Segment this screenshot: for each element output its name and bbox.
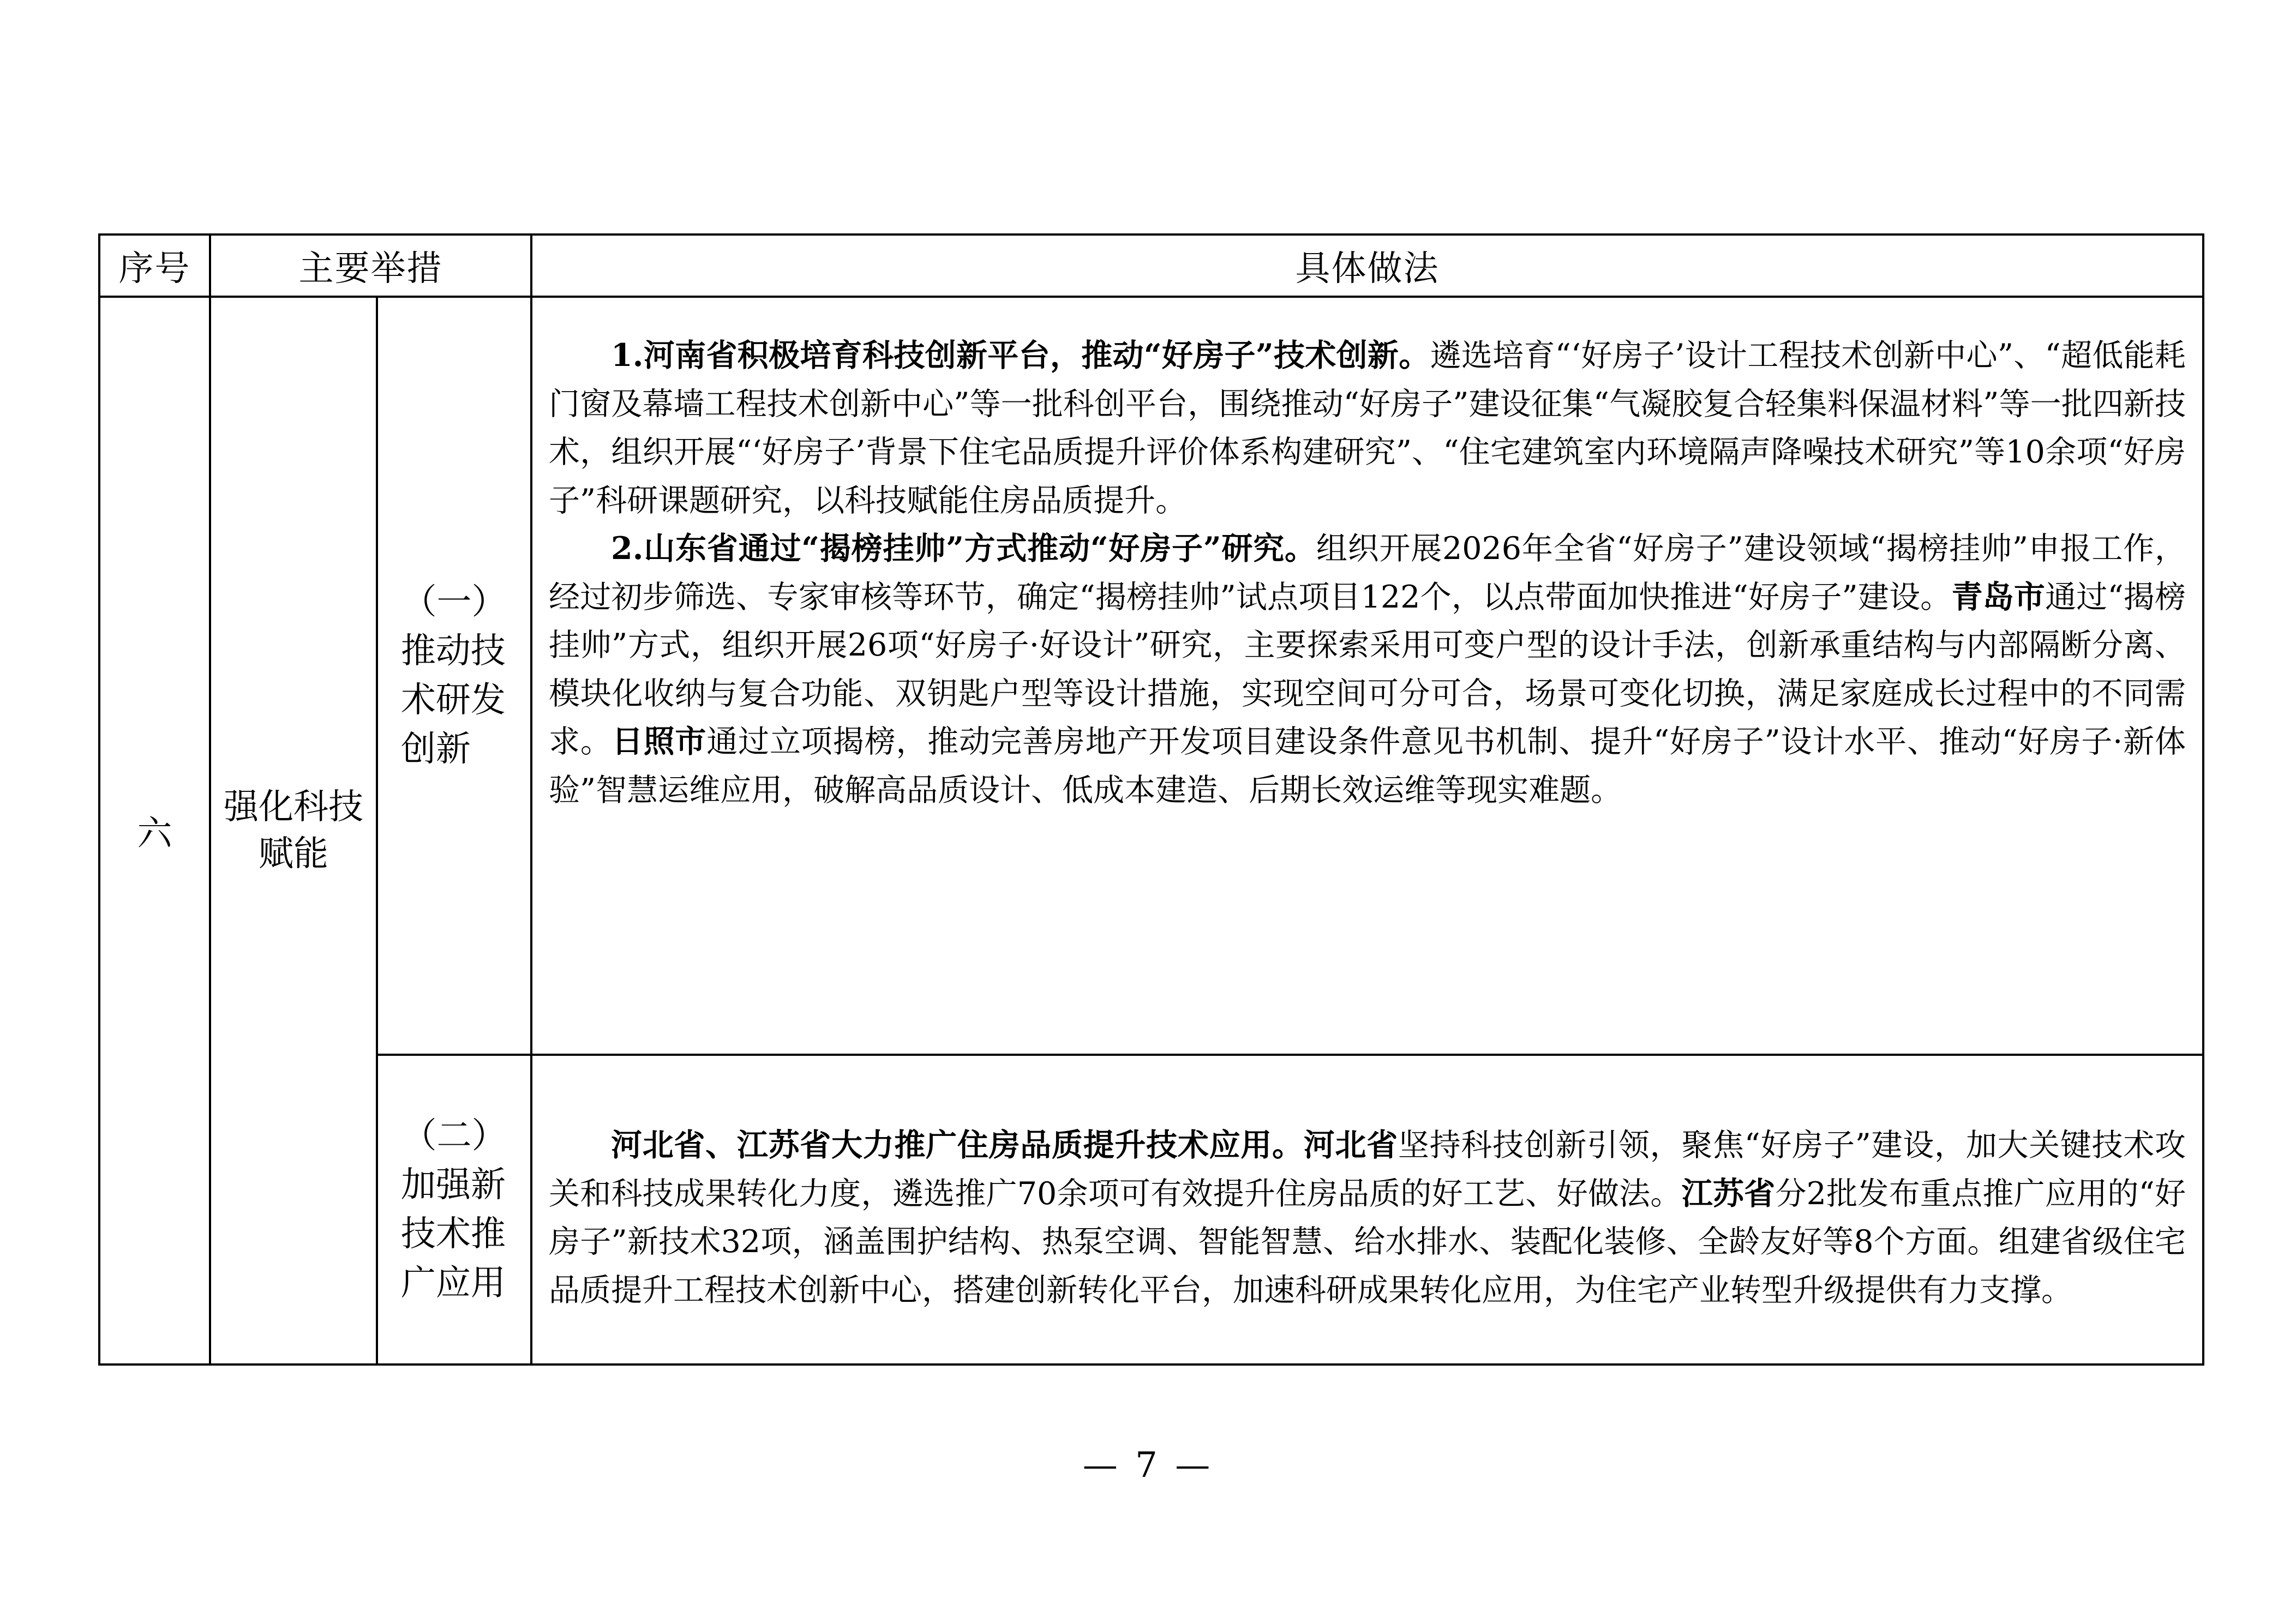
- subsection-label-2: [377, 1055, 531, 1364]
- header-practice: 具体做法: [531, 235, 2203, 297]
- city-rizhao: 日照市: [612, 723, 707, 760]
- paragraph-title: 河北省、江苏省大力推广住房品质提升技术应用。: [611, 1127, 1304, 1163]
- table-row: [99, 1055, 2203, 1364]
- header-measure: 主要举措: [210, 235, 531, 297]
- paragraph-body: 通过“揭榜挂帅”方式，组织开展26项“好房子·好设计”研究，主要探索采用可变户型的设计手法，创新承重结构与内部隔断分离、模块化收纳与复合功能、双钥匙户型等设计措施，实现空间可分可合，场景可变化切换，满足家庭成长过程中的不同需求。: [549, 579, 2186, 760]
- paragraph-body: 遴选培育“‘好房子’设计工程技术创新中心”、“超低能耗门窗及幕墙工程技术创新中心”等一批科创平台，围绕推动“好房子”建设征集“气凝胶复合轻集料保温材料”等一批四新技术，组织开展“‘好房子’背景下住宅品质提升评价体系构建研究”、“住宅建筑室内环境隔声降噪技术研究”等10余项“好房子”科研课题研究，以科技赋能住房品质提升。: [549, 338, 2186, 519]
- province-hebei: 河北省: [1303, 1127, 1398, 1163]
- paragraph-title: 2.山东省通过“揭榜挂帅”方式推动“好房子”研究。: [611, 530, 1316, 567]
- paragraph-body: 坚持科技创新引领，聚焦“好房子”建设，加大关键技术攻关和科技成果转化力度，遴选推广70余项可有效提升住房品质的好工艺、好做法。: [549, 1127, 2186, 1212]
- paragraph-shandong: [549, 525, 2186, 814]
- page-number: — 7 —: [1082, 1445, 1214, 1486]
- section-number: 六: [99, 297, 210, 1364]
- subsection-label-1: [377, 297, 531, 1055]
- paragraph-henan: [549, 332, 2186, 525]
- paragraph-title: 1.河南省积极培育科技创新平台，推动“好房子”技术创新。: [611, 337, 1430, 374]
- province-jiangsu: 江苏省: [1681, 1175, 1776, 1212]
- subsection-label-number: （二）: [401, 1116, 507, 1156]
- subsection-label-text: 推动技术研发创新: [400, 631, 506, 770]
- section-measure: [210, 297, 377, 1364]
- table-header-row: [99, 235, 2203, 297]
- section-measure-text: 强化科技赋能: [223, 787, 363, 874]
- city-qingdao: 青岛市: [1951, 578, 2046, 615]
- practice-cell-1: [531, 297, 2203, 1055]
- subsection-label-text: 加强新技术推广应用: [400, 1165, 506, 1303]
- practice-cell-2: [531, 1055, 2203, 1364]
- paragraph-body: 组织开展2026年全省“好房子”建设领域“揭榜挂帅”申报工作，经过初步筛选、专家审核等环节，确定“揭榜挂帅”试点项目122个，以点带面加快推进“好房子”建设。: [549, 531, 2186, 615]
- paragraph-body: 分2批发布重点推广应用的“好房子”新技术32项，涵盖围护结构、热泵空调、智能智慧、给水排水、装配化装修、全龄友好等8个方面。组建省级住宅品质提升工程技术创新中心，搭建创新转化平台，加速科研成果转化应用，为住宅产业转型升级提供有力支撑。: [549, 1175, 2186, 1308]
- paragraph-body: 通过立项揭榜，推动完善房地产开发项目建设条件意见书机制、提升“好房子”设计水平、推动“好房子·新体验”智慧运维应用，破解高品质设计、低成本建造、后期长效运维等现实难题。: [549, 724, 2186, 808]
- paragraph-hebei-jiangsu: [549, 1121, 2186, 1314]
- subsection-label-number: （一）: [401, 582, 507, 622]
- header-number: 序号: [99, 235, 210, 297]
- measures-table: [98, 233, 2204, 1366]
- table-row: [99, 297, 2203, 1055]
